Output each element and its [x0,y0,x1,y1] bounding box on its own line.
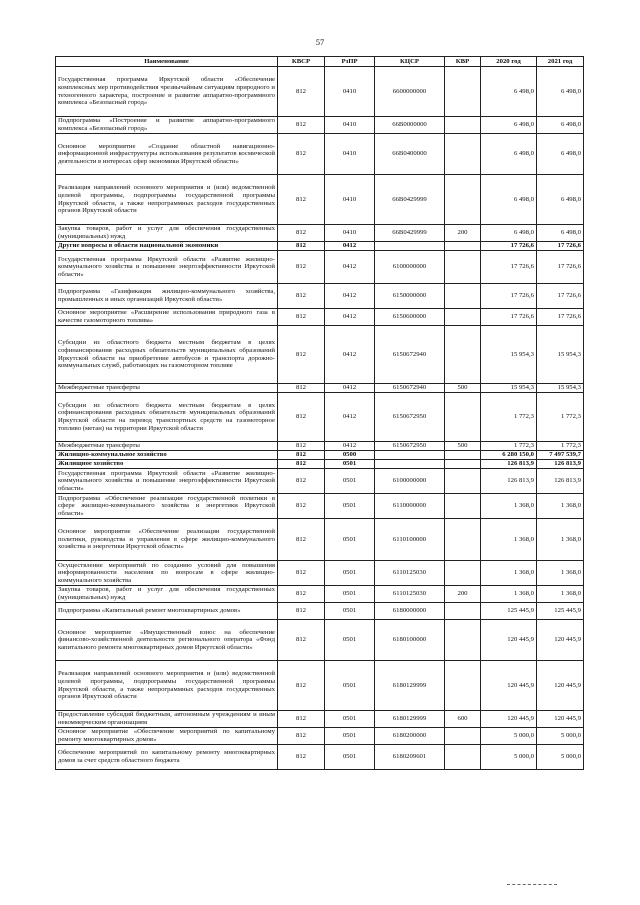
cell-kcsr: 6150600000 [375,309,445,326]
cell-kvsr: 812 [278,603,325,620]
table-row [56,175,584,225]
cell-name: Основное мероприятие «Создание областной навигационно-информационной инфраструктуры использования результатов космической деятельности в интересах сфер экономики Иркутской области» [56,134,278,175]
cell-name: Реализация направлений основного мероприятия и (или) ведомственной целевой программы, подпрограммы государственной программы Иркутской области, а также непрограммных расходов государственных органов Иркутской области [56,175,278,225]
cell-rzpr: 0412 [325,309,375,326]
cell-name: Субсидии из областного бюджета местным бюджетам в целях софинансирования расходных обязательств муниципальных образований Иркутской области на перевод транспортных средств на газомоторное топливо (метан) на территории Иркутской области [56,393,278,442]
table-row [56,242,584,251]
cell-kcsr: 6180129999 [375,661,445,711]
cell-kvsr: 812 [278,175,325,225]
table-row [56,134,584,175]
header-2021: 2021 год [537,57,584,67]
cell-kvsr: 812 [278,117,325,134]
cell-y2020: 1 368,0 [481,586,537,603]
cell-y2021: 1 368,0 [537,586,584,603]
cell-kvr [445,117,481,134]
cell-kvsr: 812 [278,586,325,603]
cell-y2021: 17 726,6 [537,309,584,326]
cell-kvsr: 812 [278,620,325,661]
table-row [56,586,584,603]
cell-y2020: 17 726,6 [481,242,537,251]
cell-kvsr: 812 [278,225,325,242]
cell-kvsr: 812 [278,711,325,728]
cell-kvr [445,469,481,494]
cell-kcsr: 6180200000 [375,728,445,745]
cell-kvsr: 812 [278,460,325,469]
cell-kvr [445,309,481,326]
cell-y2021: 120 445,9 [537,661,584,711]
cell-kvsr: 812 [278,661,325,711]
cell-name: Межбюджетные трансферты [56,384,278,393]
table-row [56,745,584,770]
cell-name: Основное мероприятие «Расширение использования природного газа в качестве газомоторного топлива» [56,309,278,326]
cell-y2020: 17 726,6 [481,309,537,326]
table-row [56,469,584,494]
table-row [56,67,584,117]
table-row [56,711,584,728]
cell-y2020: 120 445,9 [481,620,537,661]
table-row [56,451,584,460]
cell-rzpr: 0501 [325,494,375,519]
table-row [56,251,584,284]
cell-name: Обеспечение мероприятий по капитальному ремонту многоквартирных домов за счет средств областного бюджета [56,745,278,770]
cell-y2021: 6 498,0 [537,225,584,242]
cell-name: Подпрограмма «Построение и развитие аппаратно-программного комплекса «Безопасный город» [56,117,278,134]
cell-name: Предоставление субсидий бюджетным, автономным учреждениям и иным некоммерческим организациям [56,711,278,728]
cell-kvr [445,494,481,519]
cell-kcsr [375,460,445,469]
cell-y2021: 17 726,6 [537,242,584,251]
cell-y2020: 120 445,9 [481,711,537,728]
cell-kvr: 200 [445,586,481,603]
cell-rzpr: 0412 [325,393,375,442]
cell-kcsr: 6110125030 [375,561,445,586]
cell-kvsr: 812 [278,242,325,251]
cell-y2021: 1 368,0 [537,561,584,586]
cell-name: Государственная программа Иркутской области «Развитие жилищно-коммунального хозяйства и повышение энергоэффективности Иркутской области» [56,469,278,494]
cell-kvr [445,620,481,661]
cell-kcsr: 66В0429999 [375,175,445,225]
cell-kvr [445,175,481,225]
cell-rzpr: 0501 [325,586,375,603]
cell-y2021: 1 368,0 [537,519,584,561]
table-body [56,67,584,770]
cell-y2020: 126 813,9 [481,469,537,494]
cell-y2020: 5 000,0 [481,728,537,745]
table-row [56,519,584,561]
header-2020: 2020 год [481,57,537,67]
cell-kcsr: 6150000000 [375,284,445,309]
cell-kcsr: 6100000000 [375,469,445,494]
cell-kcsr: 6110000000 [375,494,445,519]
cell-y2020: 15 954,3 [481,326,537,384]
table-row [56,728,584,745]
cell-y2020: 5 000,0 [481,745,537,770]
cell-kvr [445,661,481,711]
cell-y2021: 5 000,0 [537,745,584,770]
cell-name: Государственная программа Иркутской области «Развитие жилищно-коммунального хозяйства и повышение энергоэффективности Иркутской области» [56,251,278,284]
header-kvr: КВР [445,57,481,67]
cell-rzpr: 0410 [325,175,375,225]
cell-rzpr: 0412 [325,442,375,451]
cell-y2020: 126 813,9 [481,460,537,469]
cell-name: Закупка товаров, работ и услуг для обеспечения государственных (муниципальных) нужд [56,225,278,242]
cell-kvr [445,728,481,745]
bottom-mark [507,884,557,885]
cell-kvsr: 812 [278,494,325,519]
cell-y2020: 6 498,0 [481,225,537,242]
cell-kcsr: 66В0000000 [375,117,445,134]
cell-y2021: 17 726,6 [537,284,584,309]
cell-rzpr: 0410 [325,134,375,175]
cell-kvr [445,451,481,460]
cell-name: Подпрограмма «Обеспечение реализации государственной политики в сфере жилищно-коммунального хозяйства и энергетики Иркутской области» [56,494,278,519]
header-name: Наименование [56,57,278,67]
cell-rzpr: 0410 [325,67,375,117]
cell-rzpr: 0410 [325,117,375,134]
cell-rzpr: 0501 [325,745,375,770]
cell-kvr [445,519,481,561]
cell-y2021: 1 772,3 [537,442,584,451]
cell-name: Государственная программа Иркутской области «Обеспечение комплексных мер противодействия чрезвычайным ситуациям природного и техногенного характера, построение и развитие аппаратно-программного комплекса «Безопасный город» [56,67,278,117]
table-row [56,620,584,661]
cell-rzpr: 0501 [325,661,375,711]
cell-name: Реализация направлений основного мероприятия и (или) ведомственной целевой программы, подпрограммы государственной программы Иркутской области, а также непрограммных расходов государственных органов Иркутской области [56,661,278,711]
cell-kcsr: 6100000000 [375,251,445,284]
cell-name: Осуществление мероприятий по созданию условий для повышения информированности населения по вопросам в сфере жилищно-коммунального хозяйства [56,561,278,586]
cell-y2020: 17 726,6 [481,251,537,284]
cell-kvsr: 812 [278,251,325,284]
cell-y2021: 6 498,0 [537,67,584,117]
cell-y2020: 1 772,3 [481,393,537,442]
table-row [56,309,584,326]
cell-y2021: 1 368,0 [537,494,584,519]
cell-name: Основное мероприятие «Имущественный взнос на обеспечение финансово-хозяйственной деятельности регионального оператора «Фонд капитального ремонта многоквартирных домов Иркутской области» [56,620,278,661]
cell-rzpr: 0412 [325,251,375,284]
table-row [56,460,584,469]
table-row [56,442,584,451]
cell-kcsr: 66В0429999 [375,225,445,242]
cell-name: Жилищно-коммунальное хозяйство [56,451,278,460]
table-row [56,494,584,519]
cell-name: Подпрограмма «Капитальный ремонт многоквартирных домов» [56,603,278,620]
cell-kcsr: 6180209601 [375,745,445,770]
table-row [56,284,584,309]
cell-rzpr: 0501 [325,620,375,661]
cell-y2021: 126 813,9 [537,469,584,494]
cell-kcsr: 6180129999 [375,711,445,728]
cell-rzpr: 0410 [325,225,375,242]
cell-rzpr: 0501 [325,711,375,728]
cell-y2021: 7 497 539,7 [537,451,584,460]
table-row [56,561,584,586]
cell-kvsr: 812 [278,519,325,561]
cell-y2020: 1 772,3 [481,442,537,451]
header-rzpr: РзПР [325,57,375,67]
cell-y2020: 1 368,0 [481,519,537,561]
cell-y2020: 1 368,0 [481,494,537,519]
cell-name: Субсидии из областного бюджета местным бюджетам в целях софинансирования расходных обязательств муниципальных образований Иркутской области на приобретение автобусов и транспорта дорожно-коммунальных служб, работающих на газомоторном топливе [56,326,278,384]
cell-kvr [445,284,481,309]
cell-y2020: 17 726,6 [481,284,537,309]
cell-kvsr: 812 [278,309,325,326]
cell-kcsr: 6180000000 [375,603,445,620]
table-row [56,225,584,242]
cell-kvr [445,134,481,175]
table-row [56,393,584,442]
cell-kvr: 600 [445,711,481,728]
cell-kvsr: 812 [278,67,325,117]
cell-name: Основное мероприятие «Обеспечение реализации государственной политики, руководства и управления в сфере жилищно-коммунального хозяйства и энергетики Иркутской области» [56,519,278,561]
table-row [56,603,584,620]
cell-kcsr: 6150672950 [375,442,445,451]
cell-kvsr: 812 [278,745,325,770]
cell-rzpr: 0412 [325,384,375,393]
cell-rzpr: 0501 [325,728,375,745]
cell-rzpr: 0412 [325,326,375,384]
cell-kcsr: 6110100000 [375,519,445,561]
cell-kcsr: 6150672950 [375,393,445,442]
cell-kcsr: 6150672940 [375,326,445,384]
cell-rzpr: 0501 [325,603,375,620]
table-row [56,326,584,384]
table-header-row [56,57,584,67]
cell-name: Закупка товаров, работ и услуг для обеспечения государственных (муниципальных) нужд [56,586,278,603]
cell-kvsr: 812 [278,384,325,393]
cell-y2020: 125 445,9 [481,603,537,620]
cell-kcsr: 66В0400000 [375,134,445,175]
cell-kvr [445,460,481,469]
cell-kvr [445,603,481,620]
cell-kcsr: 6150672940 [375,384,445,393]
cell-kvsr: 812 [278,728,325,745]
cell-rzpr: 0501 [325,469,375,494]
cell-rzpr: 0412 [325,242,375,251]
cell-kvsr: 812 [278,451,325,460]
cell-name: Межбюджетные трансферты [56,442,278,451]
cell-kvr [445,326,481,384]
cell-kvsr: 812 [278,284,325,309]
cell-rzpr: 0501 [325,460,375,469]
cell-kvsr: 812 [278,134,325,175]
cell-y2020: 15 954,3 [481,384,537,393]
cell-y2021: 6 498,0 [537,175,584,225]
cell-y2021: 6 498,0 [537,117,584,134]
cell-rzpr: 0501 [325,519,375,561]
table-row [56,117,584,134]
cell-kvr: 500 [445,442,481,451]
cell-y2021: 15 954,3 [537,326,584,384]
cell-name: Подпрограмма «Газификация жилищно-коммунального хозяйства, промышленных и иных организаций Иркутской области» [56,284,278,309]
page-number: 57 [315,37,325,47]
header-kcsr: КЦСР [375,57,445,67]
table-row [56,661,584,711]
cell-kvsr: 812 [278,442,325,451]
cell-y2021: 120 445,9 [537,711,584,728]
cell-kcsr: 6180100000 [375,620,445,661]
cell-kcsr: 6110125030 [375,586,445,603]
cell-y2020: 6 498,0 [481,67,537,117]
cell-y2021: 5 000,0 [537,728,584,745]
cell-kvsr: 812 [278,326,325,384]
cell-y2020: 6 498,0 [481,117,537,134]
cell-rzpr: 0412 [325,284,375,309]
table-row [56,384,584,393]
cell-kvr: 500 [445,384,481,393]
cell-y2021: 17 726,6 [537,251,584,284]
cell-y2020: 6 498,0 [481,134,537,175]
cell-y2021: 6 498,0 [537,134,584,175]
cell-kvr [445,67,481,117]
cell-kvr [445,561,481,586]
cell-name: Другие вопросы в области национальной экономики [56,242,278,251]
cell-rzpr: 0500 [325,451,375,460]
header-kvsr: КВСР [278,57,325,67]
cell-y2021: 125 445,9 [537,603,584,620]
cell-y2020: 1 368,0 [481,561,537,586]
cell-kvr [445,251,481,284]
cell-y2020: 120 445,9 [481,661,537,711]
cell-y2021: 120 445,9 [537,620,584,661]
cell-y2020: 6 280 150,0 [481,451,537,460]
cell-kcsr [375,451,445,460]
cell-name: Основное мероприятие «Обеспечение мероприятий по капитальному ремонту многоквартирных домов» [56,728,278,745]
cell-kcsr [375,242,445,251]
cell-kvsr: 812 [278,393,325,442]
cell-kvr [445,745,481,770]
budget-table [55,56,584,770]
cell-rzpr: 0501 [325,561,375,586]
cell-y2020: 6 498,0 [481,175,537,225]
cell-y2021: 15 954,3 [537,384,584,393]
cell-kcsr: 6600000000 [375,67,445,117]
cell-y2021: 126 813,9 [537,460,584,469]
cell-kvr: 200 [445,225,481,242]
cell-kvr [445,393,481,442]
cell-y2021: 1 772,3 [537,393,584,442]
cell-kvsr: 812 [278,561,325,586]
cell-kvsr: 812 [278,469,325,494]
cell-kvr [445,242,481,251]
cell-name: Жилищное хозяйство [56,460,278,469]
